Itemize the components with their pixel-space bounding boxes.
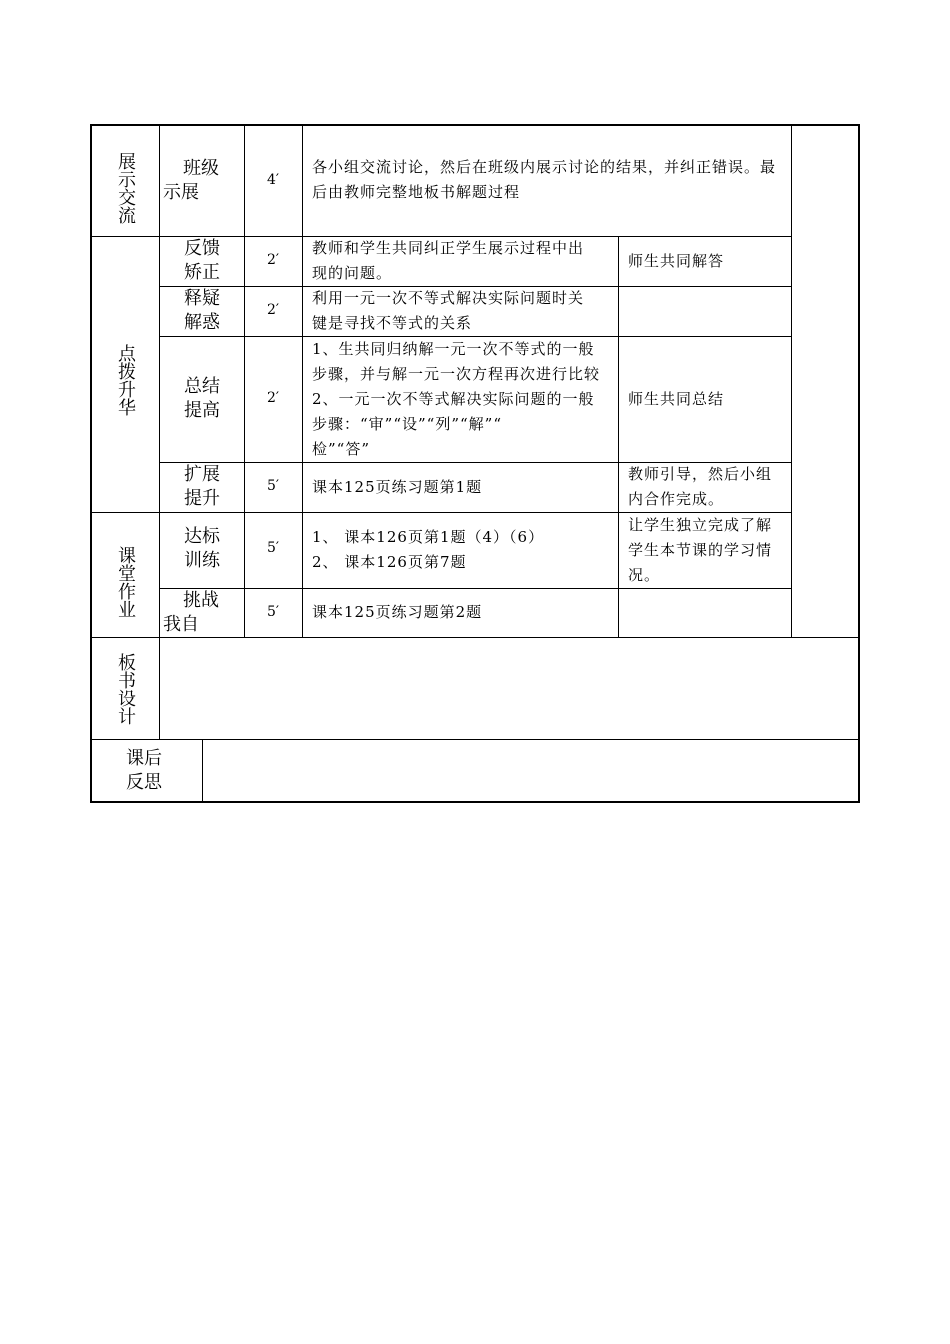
step-label: 反馈 矫正 [184,238,220,283]
row-divider [159,588,791,589]
col-divider [202,739,203,802]
activity-text: 各小组交流讨论，然后在班级内展示讨论的结果，并纠正错误。最 后由教师完整地板书解题过程 [312,158,777,201]
col-divider [302,124,303,638]
section-title-reflection: 课后 反思 [126,748,162,793]
activity-text: 课本125页练习题第1题 [312,478,483,496]
time-value: 5′ [266,540,280,556]
col-divider [618,236,619,638]
section-title-guide: 点拨升华 [115,344,136,416]
table-border-left [90,124,92,803]
time-value: 2′ [266,302,280,318]
row-divider [90,739,860,740]
step-label: 达标 训练 [184,526,220,571]
time-value: 2′ [266,390,280,406]
section-title-board-design: 板书设计 [115,653,136,725]
time-value: 5′ [266,604,280,620]
step-label: 释疑 解惑 [184,288,220,333]
time-value: 5′ [266,478,280,494]
table-border-right [858,124,860,803]
row-divider [90,637,860,638]
note-text: 让学生独立完成了解 学生本节课的学习情 况。 [628,516,773,584]
step-label: 扩展 提升 [184,464,220,509]
col-divider [159,124,160,739]
time-value: 2′ [266,252,280,268]
time-value: 4′ [266,172,280,188]
col-divider [244,124,245,638]
table-border-bottom [90,801,860,803]
step-label: 挑战 我自 [163,590,219,635]
section-title-display: 展示交流 [115,152,136,224]
activity-text: 课本125页练习题第2题 [312,603,483,621]
section-title-homework: 课堂作业 [115,546,136,618]
note-text: 师生共同解答 [628,252,725,270]
activity-text: 教师和学生共同纠正学生展示过程中出 现的问题。 [312,239,585,282]
activity-text: 1、 课本126页第1题（4）（6） 2、 课本126页第7题 [312,528,545,571]
note-text: 教师引导，然后小组 内合作完成。 [628,465,773,508]
step-label: 班级 示展 [163,158,219,203]
note-text: 师生共同总结 [628,390,725,408]
step-label: 总结 提高 [184,376,220,421]
table-border-top [90,124,860,126]
activity-text: 1、生共同归纳解一元一次不等式的一般 步骤，并与解一元一次方程再次进行比较 2、一元一次不等式解决实际问题的一般 步骤：“审”“设”“列”“解”“ 检”“答” [312,340,601,458]
col-divider [791,124,792,638]
activity-text: 利用一元一次不等式解决实际问题时关 键是寻找不等式的关系 [312,289,585,332]
